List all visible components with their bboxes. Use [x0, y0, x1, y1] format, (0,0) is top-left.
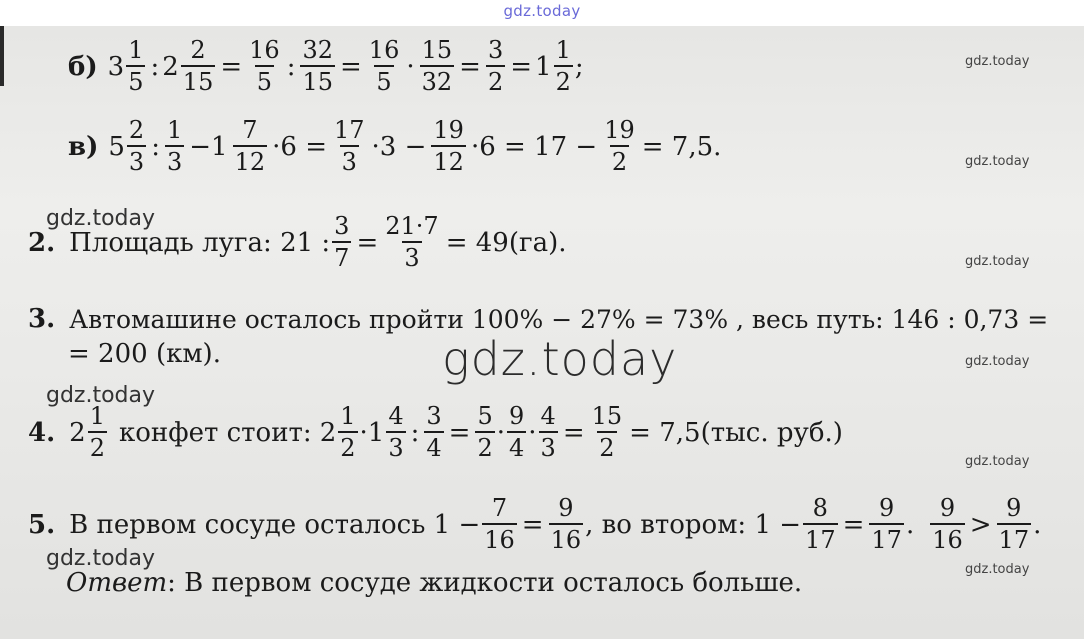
denominator: 15 [181, 65, 216, 95]
problem-number: 3. [28, 304, 56, 334]
denominator: 17 [869, 523, 904, 553]
numerator: 3 [334, 212, 350, 240]
fraction [997, 496, 1032, 553]
denominator: 2 [475, 431, 494, 461]
numerator: 21·7 [385, 212, 439, 240]
numerator: 16 [368, 36, 400, 64]
numerator: 1 [166, 116, 183, 144]
watermark-right: gdz.today [965, 562, 1030, 577]
solution-b [68, 38, 584, 95]
operator: · [496, 417, 505, 448]
problem-number: 2. [28, 227, 56, 258]
fraction [127, 118, 146, 175]
numerator: 3 [487, 36, 504, 64]
denominator: 7 [332, 241, 351, 271]
punctuation: . [1033, 509, 1042, 540]
watermark-right: gdz.today [965, 454, 1030, 469]
watermark-right: gdz.today [965, 254, 1030, 269]
operator: : [151, 131, 160, 162]
equals: = [356, 227, 379, 258]
numerator: 8 [812, 494, 828, 522]
watermark-top: gdz.today [503, 2, 581, 20]
greater-than: > [969, 509, 992, 540]
operator: ·6 = 17 − [470, 131, 598, 162]
problem-text: , во втором: 1 − [585, 509, 802, 540]
equals: = [510, 51, 533, 82]
problem-text: = 200 (км). [68, 339, 221, 369]
equals: = [459, 51, 481, 82]
problem-text: конфет стоит: [118, 417, 312, 448]
equals: = [220, 51, 243, 82]
whole-number: 3 [107, 51, 125, 82]
operator: · [528, 417, 537, 448]
fraction [507, 404, 526, 461]
fraction [332, 118, 367, 175]
fraction [126, 38, 145, 95]
watermark-right: gdz.today [965, 154, 1030, 169]
whole-number: 1 [535, 51, 552, 82]
operator: : [150, 51, 160, 82]
denominator: 32 [420, 65, 455, 95]
operator: ·1 [359, 417, 385, 448]
fraction [165, 118, 184, 175]
denominator: 5 [255, 65, 274, 95]
answer-text: : В первом сосуде жидкости осталось больше. [167, 568, 803, 598]
fraction [930, 496, 965, 553]
whole-number: 2 [69, 417, 86, 448]
problem-3-line-1 [28, 306, 1048, 332]
whole-number: 2 [319, 417, 337, 448]
fraction [803, 496, 838, 553]
problem-4 [28, 404, 846, 461]
fraction [554, 38, 573, 95]
denominator: 17 [997, 523, 1032, 553]
numerator: 15 [591, 402, 623, 430]
denominator: 3 [165, 145, 184, 175]
whole-number: 2 [162, 51, 179, 82]
result: = 7,5(тыс. руб.) [629, 417, 843, 448]
fraction [88, 404, 107, 461]
problem-text: Автомашине осталось пройти 100% − 27% = 73% , весь путь: 146 : 0,73 = [69, 304, 1049, 334]
problem-text: Площадь луга: 21 : [69, 227, 331, 258]
punctuation: . [905, 509, 915, 540]
fraction [869, 496, 904, 553]
denominator: 16 [549, 523, 584, 553]
numerator: 1 [340, 402, 356, 430]
fraction [475, 404, 494, 461]
denominator: 12 [431, 145, 466, 175]
numerator: 3 [426, 402, 442, 430]
numerator: 9 [558, 494, 574, 522]
equals: = [448, 417, 471, 448]
denominator: 3 [539, 431, 558, 461]
fraction [181, 38, 216, 95]
fraction [233, 118, 268, 175]
operator: : [286, 51, 296, 82]
denominator: 2 [338, 431, 357, 461]
fraction [300, 38, 335, 95]
fraction [332, 214, 351, 271]
operator: ·3 − [371, 131, 427, 162]
fraction [431, 118, 466, 175]
numerator: 9 [1006, 494, 1022, 522]
numerator: 19 [433, 116, 464, 144]
answer [66, 570, 802, 596]
denominator: 2 [597, 431, 616, 461]
numerator: 9 [879, 494, 895, 522]
denominator: 12 [233, 145, 268, 175]
numerator: 32 [302, 36, 333, 64]
solution-v [68, 118, 724, 175]
denominator: 4 [507, 431, 526, 461]
numerator: 2 [190, 36, 206, 64]
result: = 49(га). [445, 227, 567, 258]
denominator: 15 [300, 65, 335, 95]
problem-3-line-2 [68, 341, 221, 367]
denominator: 2 [88, 431, 107, 461]
page-edge-shadow [0, 26, 4, 86]
denominator: 16 [482, 523, 517, 553]
fraction [420, 38, 455, 95]
equals: = [562, 417, 585, 448]
numerator: 7 [242, 116, 258, 144]
numerator: 16 [249, 36, 280, 64]
denominator: 3 [127, 145, 146, 175]
watermark-right: gdz.today [965, 54, 1030, 69]
problem-text: В первом сосуде осталось 1 − [69, 509, 481, 540]
answer-label: Ответ [66, 568, 168, 598]
denominator: 16 [930, 523, 965, 553]
numerator: 4 [388, 402, 404, 430]
operator: −1 [189, 131, 228, 162]
denominator: 17 [803, 523, 838, 553]
denominator: 3 [340, 145, 359, 175]
denominator: 2 [486, 65, 505, 95]
equals: = [340, 51, 362, 82]
fraction [386, 404, 405, 461]
punctuation: ; [574, 51, 584, 82]
numerator: 2 [128, 116, 145, 144]
numerator: 9 [509, 402, 525, 430]
equals: = [521, 509, 544, 540]
watermark-left: gdz.today [46, 546, 156, 571]
watermark-center: gdz.today [442, 332, 678, 386]
fraction [602, 118, 637, 175]
numerator: 1 [555, 36, 571, 64]
numerator: 19 [604, 116, 635, 144]
numerator: 17 [333, 116, 365, 144]
denominator: 2 [554, 65, 573, 95]
operator: : [410, 417, 420, 448]
denominator: 3 [386, 431, 405, 461]
operator: · [406, 51, 415, 82]
numerator: 4 [540, 402, 556, 430]
numerator: 15 [421, 36, 453, 64]
result: = 7,5. [641, 131, 722, 162]
numerator: 9 [939, 494, 956, 522]
whole-number: 5 [108, 131, 125, 162]
numerator: 1 [89, 402, 105, 430]
fraction [539, 404, 558, 461]
problem-2 [28, 214, 570, 271]
problem-number: 5. [28, 509, 56, 540]
problem-5 [28, 496, 1041, 553]
equals: = [842, 509, 865, 540]
numerator: 1 [128, 36, 144, 64]
fraction [367, 38, 402, 95]
fraction [590, 404, 625, 461]
fraction [549, 496, 584, 553]
denominator: 2 [610, 145, 629, 175]
fraction [482, 496, 517, 553]
fraction [486, 38, 505, 95]
fraction [247, 38, 282, 95]
denominator: 5 [126, 65, 145, 95]
problem-number: 4. [28, 417, 56, 448]
operator: ·6 = [272, 131, 327, 162]
numerator: 5 [477, 402, 493, 430]
denominator: 5 [374, 65, 393, 95]
item-label-b: б) [68, 51, 98, 82]
item-label-v: в) [68, 131, 99, 162]
numerator: 7 [491, 494, 508, 522]
fraction [338, 404, 357, 461]
fraction [424, 404, 443, 461]
denominator: 3 [402, 241, 421, 271]
fraction [383, 214, 440, 271]
watermark-left: gdz.today [46, 383, 156, 408]
watermark-left: gdz.today [46, 206, 156, 231]
watermark-right: gdz.today [965, 354, 1030, 369]
denominator: 4 [424, 431, 443, 461]
